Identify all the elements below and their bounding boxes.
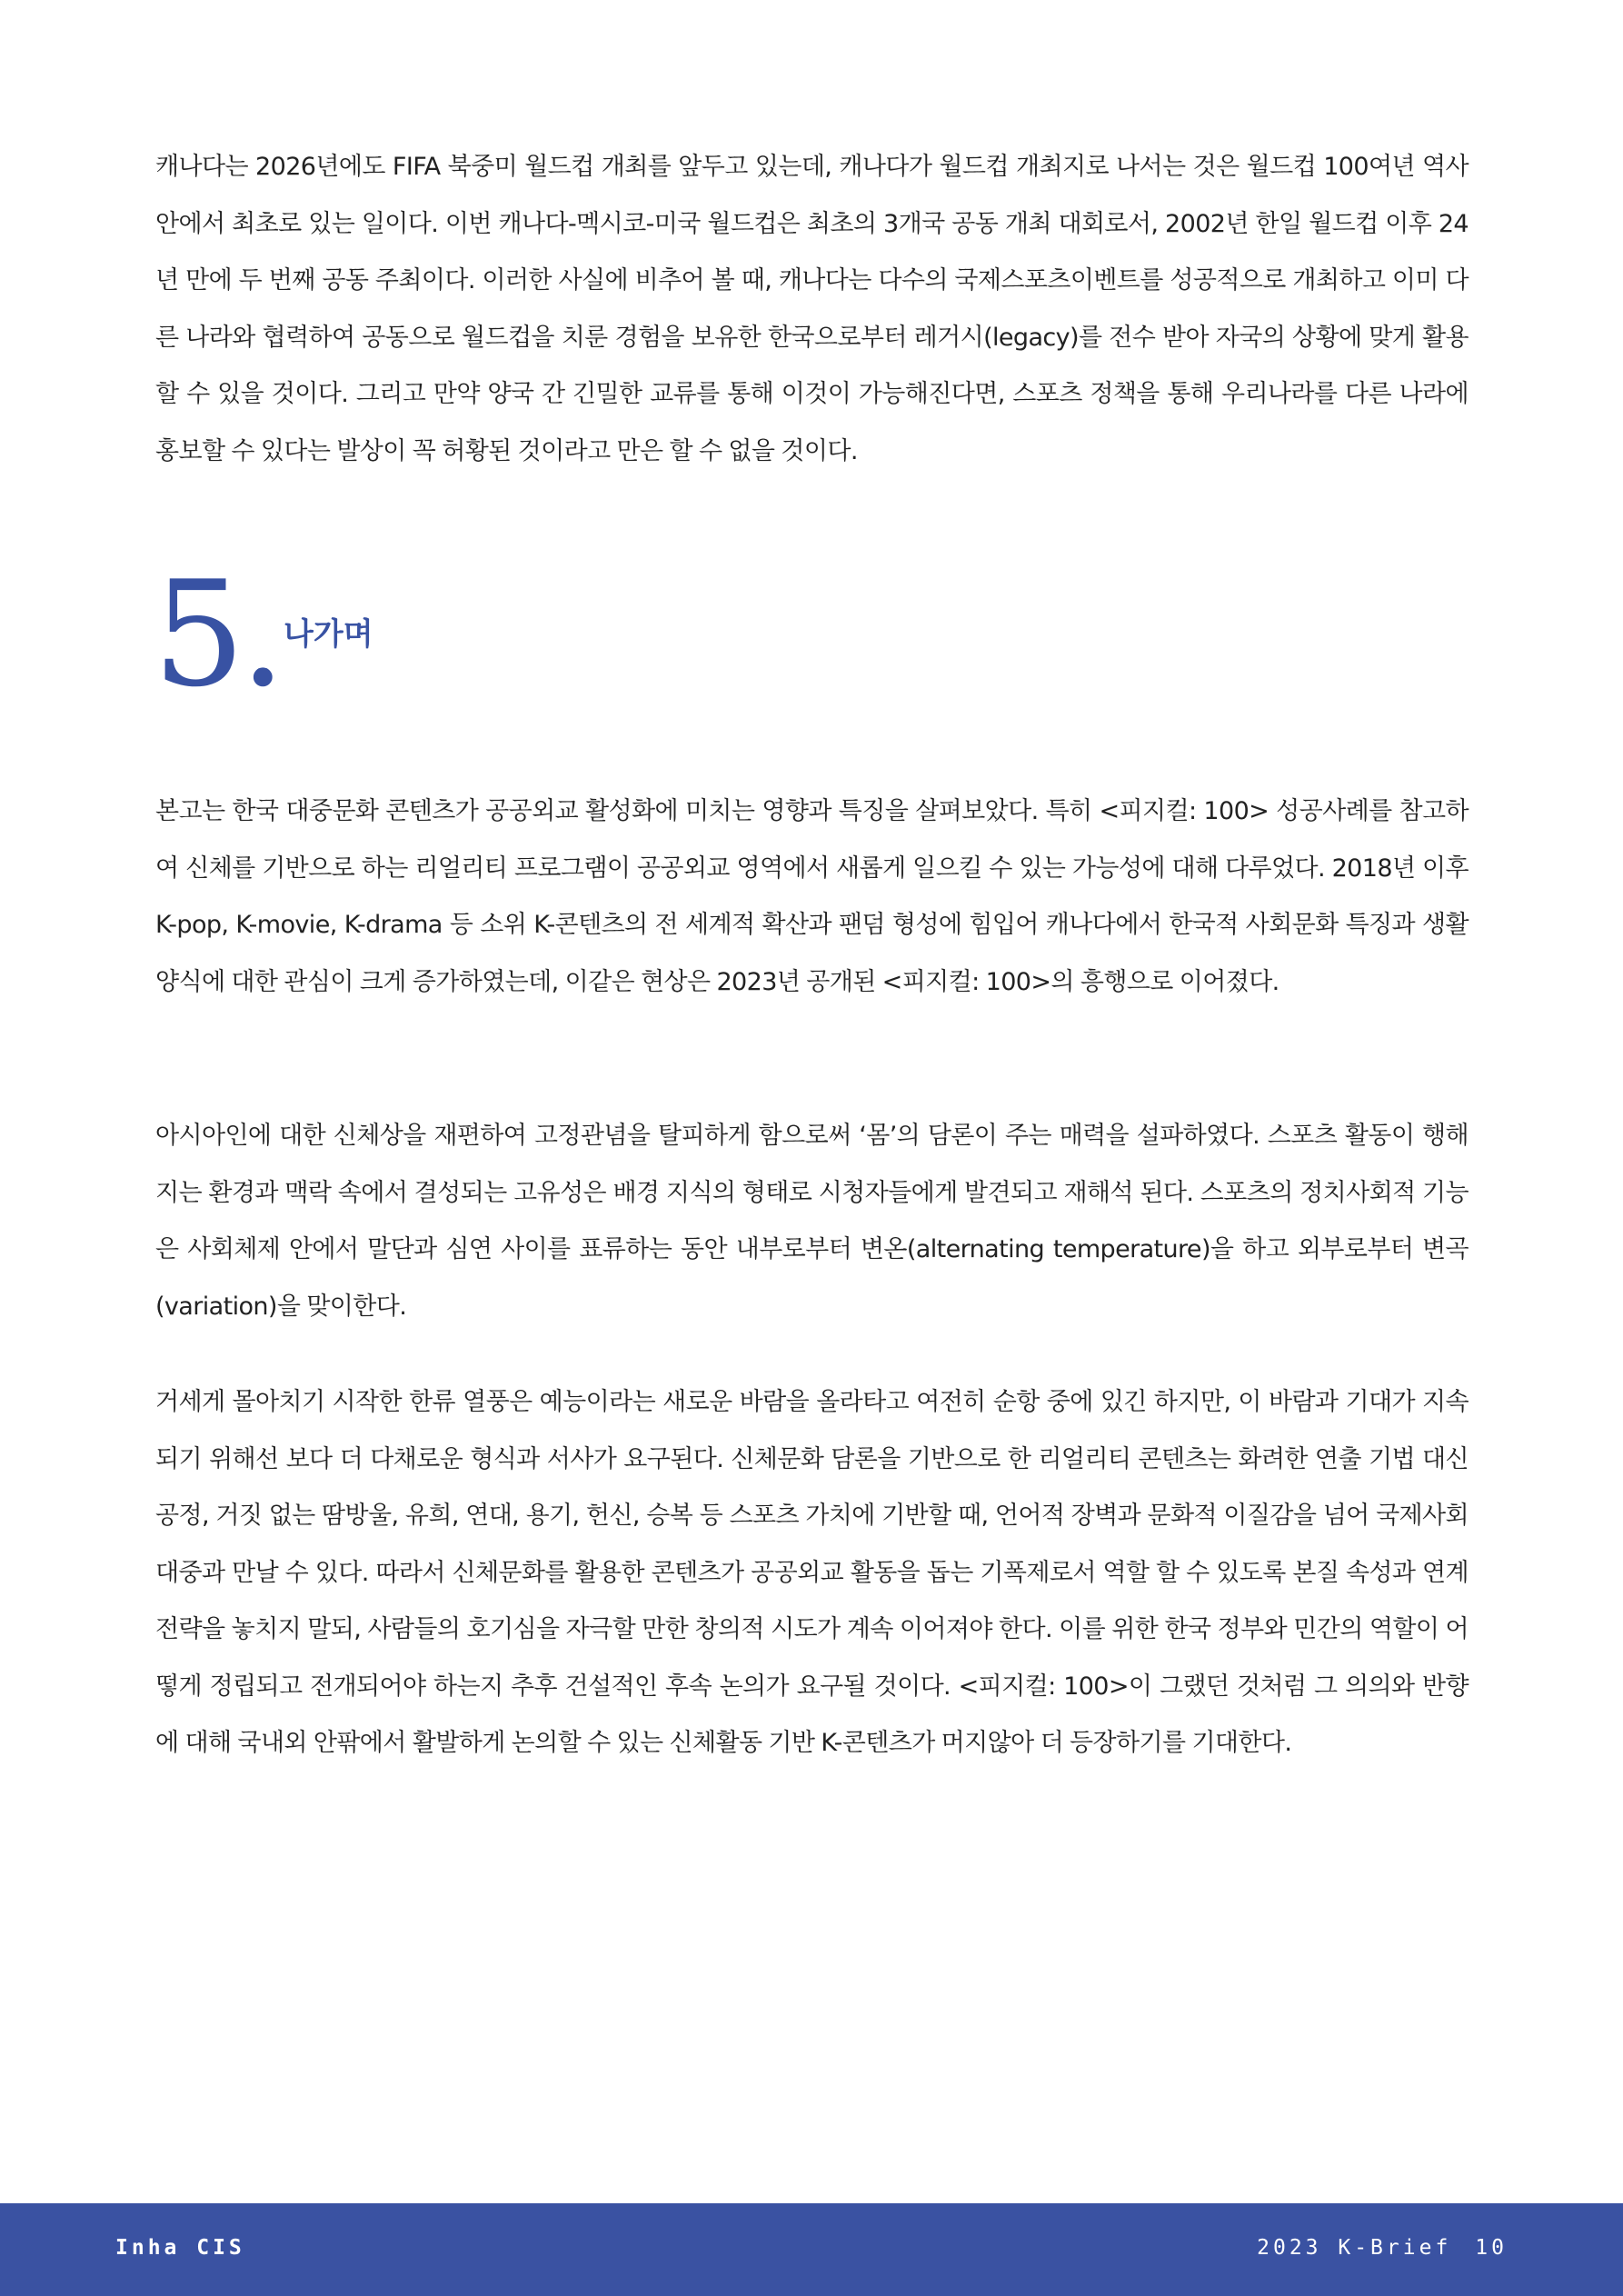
footer-publisher: Inha CIS [115, 2236, 245, 2260]
footer-publication-title: 2023 K-Brief [1257, 2236, 1452, 2260]
page-footer [0, 2203, 1623, 2296]
section-number: 5. [153, 549, 281, 719]
section-heading [153, 549, 789, 719]
section-title: 나가며 [284, 616, 373, 653]
body-paragraph-3: 거세게 몰아치기 시작한 한류 열풍은 예능이라는 새로운 바람을 올라타고 여전히 순항 중에 있긴 하지만, 이 바람과 기대가 지속되기 위해선 보다 더 다채로운 형식과 서사가 요구된다. 신체문화 담론을 기반으로 한 리얼리티 콘텐츠는 화려한 연출 기법 대신 공정, 거짓 없는 땀방울, 유희, 연대, 용기, 헌신, 승복 등 스포츠 가치에 기반할 때, 언어적 장벽과 문화적 이질감을 넘어 국제사회 대중과 만날 수 있다. 따라서 신체문화를 활용한 콘텐츠가 공공외교 활동을 돕는 기폭제로서 역할 할 수 있도록 본질 속성과 연계 전략을 놓치지 말되, 사람들의 호기심을 자극할 만한 창의적 시도가 계속 이어져야 한다. 이를 위한 한국 정부와 민간의 역할이 어떻게 정립되고 전개되어야 하는지 추후 건설적인 후속 논의가 요구될 것이다. <피지컬: 100>이 그랬던 것처럼 그 의의와 반향에 대해 국내외 안팎에서 활발하게 논의할 수 있는 신체활동 기반 K-콘텐츠가 머지않아 더 등장하기를 기대한다. [155, 1388, 1469, 1757]
footer-publication-info [1257, 2236, 1508, 2260]
intro-paragraph: 캐나다는 2026년에도 FIFA 북중미 월드컵 개최를 앞두고 있는데, 캐나다가 월드컵 개최지로 나서는 것은 월드컵 100여년 역사 안에서 최초로 있는 일이다. 이번 캐나다-멕시코-미국 월드컵은 최초의 3개국 공동 개최 대회로서, 2002년 한일 월드컵 이후 24년 만에 두 번째 공동 주최이다. 이러한 사실에 비추어 볼 때, 캐나다는 다수의 국제스포츠이벤트를 성공적으로 개최하고 이미 다른 나라와 협력하여 공동으로 월드컵을 치룬 경험을 보유한 한국으로부터 레거시(legacy)를 전수 받아 자국의 상황에 맞게 활용할 수 있을 것이다. 그리고 만약 양국 간 긴밀한 교류를 통해 이것이 가능해진다면, 스포츠 정책을 통해 우리나라를 다른 나라에 홍보할 수 있다는 발상이 꼭 허황된 것이라고 만은 할 수 없을 것이다. [155, 153, 1469, 465]
body-paragraph-2: 아시아인에 대한 신체상을 재편하여 고정관념을 탈피하게 함으로써 ‘몸’의 담론이 주는 매력을 설파하였다. 스포츠 활동이 행해지는 환경과 맥락 속에서 결성되는 고유성은 배경 지식의 형태로 시청자들에게 발견되고 재해석 된다. 스포츠의 정치사회적 기능은 사회체제 안에서 말단과 심연 사이를 표류하는 동안 내부로부터 변온(alternating temperature)을 하고 외부로부터 변곡(variation)을 맞이한다. [155, 1122, 1469, 1321]
body-paragraph-1: 본고는 한국 대중문화 콘텐츠가 공공외교 활성화에 미치는 영향과 특징을 살펴보았다. 특히 <피지컬: 100> 성공사례를 참고하여 신체를 기반으로 하는 리얼리티 프로그램이 공공외교 영역에서 새롭게 일으킬 수 있는 가능성에 대해 다루었다. 2018년 이후 K-pop, K-movie, K-drama 등 소위 K-콘텐츠의 전 세계적 확산과 팬덤 형성에 힘입어 캐나다에서 한국적 사회문화 특징과 생활양식에 대한 관심이 크게 증가하였는데, 이같은 현상은 2023년 공개된 <피지컬: 100>의 흥행으로 이어졌다. [155, 797, 1469, 996]
page-number: 10 [1475, 2236, 1508, 2260]
